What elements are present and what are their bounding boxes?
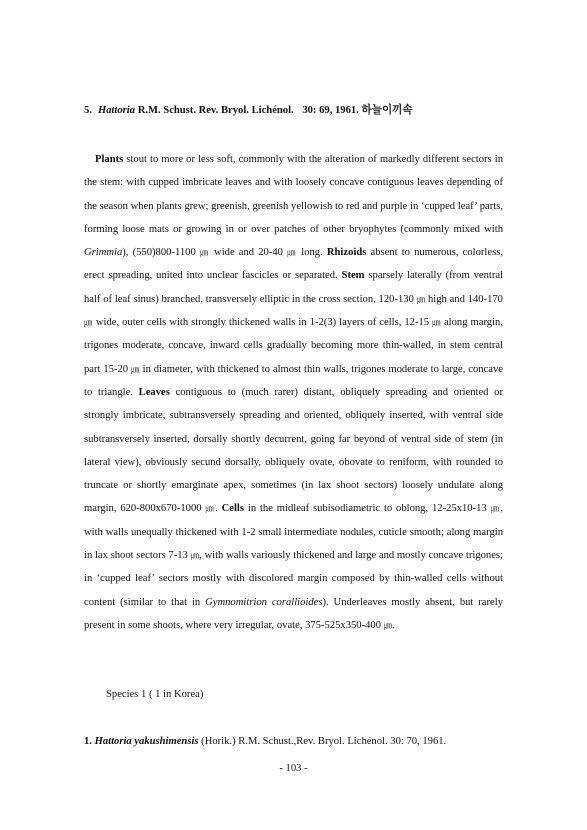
- unit-micrometer: ㎛: [84, 317, 93, 328]
- unit-micrometer: ㎛: [287, 247, 298, 258]
- label-plants: Plants: [95, 154, 124, 165]
- genus-heading: [84, 104, 524, 118]
- species-authority: (Horik.) R.M. Schust.,Rev. Bryol. Lichénol. 30: 70, 1961.: [201, 736, 447, 747]
- unit-micrometer: ㎛: [130, 363, 140, 374]
- unit-micrometer: ㎛: [432, 317, 441, 328]
- label-stem: Stem: [341, 270, 365, 282]
- unit-micrometer: ㎛: [383, 619, 393, 630]
- unit-micrometer: ㎛: [490, 503, 501, 514]
- species-count: Species 1 ( 1 in Korea): [106, 689, 204, 700]
- genus-korean-name: 하늘이끼속: [361, 105, 413, 116]
- unit-micrometer: ㎛: [416, 293, 426, 304]
- species-entry: [84, 735, 504, 749]
- genus-number: 5.: [84, 105, 92, 116]
- species-number: 1.: [84, 736, 92, 747]
- taxon-gymnomitrion: Gymnomitrion corallioides: [205, 596, 323, 608]
- label-cells: Cells: [221, 503, 245, 515]
- species-name: Hattoria yakushimensis: [94, 736, 199, 747]
- label-rhizoids: Rhizoids: [326, 247, 367, 259]
- genus-citation: 30: 69, 1961.: [302, 105, 359, 116]
- unit-micrometer: ㎛: [190, 550, 200, 561]
- unit-micrometer: ㎛: [205, 503, 216, 514]
- label-leaves: Leaves: [138, 386, 170, 398]
- taxon-grimmia: Grimmia: [84, 247, 123, 259]
- genus-name: Hattoria: [97, 105, 136, 116]
- page-number: - 103 -: [279, 763, 308, 774]
- unit-micrometer: ㎛: [199, 247, 210, 258]
- genus-description: Plants stout to more or less soft, commonly with the alteration of markedly different sectors in the stem: with cupped imbricate leaves and with loosely concave contiguous leaves depending of the season when plants grew; greenish, greenish yellowish to red and purple in ‘cupped leaf’ parts, forming loose mats or growing in or over patches of other bryophytes (commonly mixed with Grimmia), (550)800-1100 ㎛ wide and 20-40 ㎛ long. Rhizoids absent to numerous, colorless, erect spreading, united into unclear fascicles or separated. Stem sparsely laterally (from ventral half of leaf sinus) branched, transversely elliptic in the cross section, 120-130 ㎛ high and 140-170 ㎛ wide, outer cells with strongly thickened walls in 1-2(3) layers of cells, 12-15 ㎛ along margin, trigones moderate, concave, inward cells gradually becoming more thin-walled, in stem central part 15-20 ㎛ in diameter, with thickened to almost thin walls, trigones moderate to large, concave to triangle. Leaves contiguous to (much rarer) distant, obliquely spreading and oriented or strongly imbricate, subtransversely spreading and oriented, obliquely inserted, with ventral side subtransversely inserted, dorsally shortly decurrent, going far beyond of ventral side of stem (in lateral view), obviously secund dorsally, obliquely ovate, obovate to reniform, with rounded to truncate or shortly emarginate apex, sometimes (in lax shoot sectors) loosely undulate along margin, 620-800x670-1000 ㎛. Cells in the midleaf subisodiametric to oblong, 12-25x10-13 ㎛, with walls unequally thickened with 1-2 small intermediate nodules, cuticle smooth; along margin in lax shoot sectors 7-13 ㎛, with walls variously thickened and large and mostly concave trigones; in ‘cupped leaf’ sectors mostly with discolored margin composed by thin-walled cells without content (similar to that in Gymnomitrion corallioides). Underleaves mostly absent, but rarely present in some shoots, where very irregular, ovate, 375-525x350-400 ㎛.: [84, 154, 504, 631]
- genus-authority: R.M. Schust. Rev. Bryol. Lichénol.: [137, 105, 294, 116]
